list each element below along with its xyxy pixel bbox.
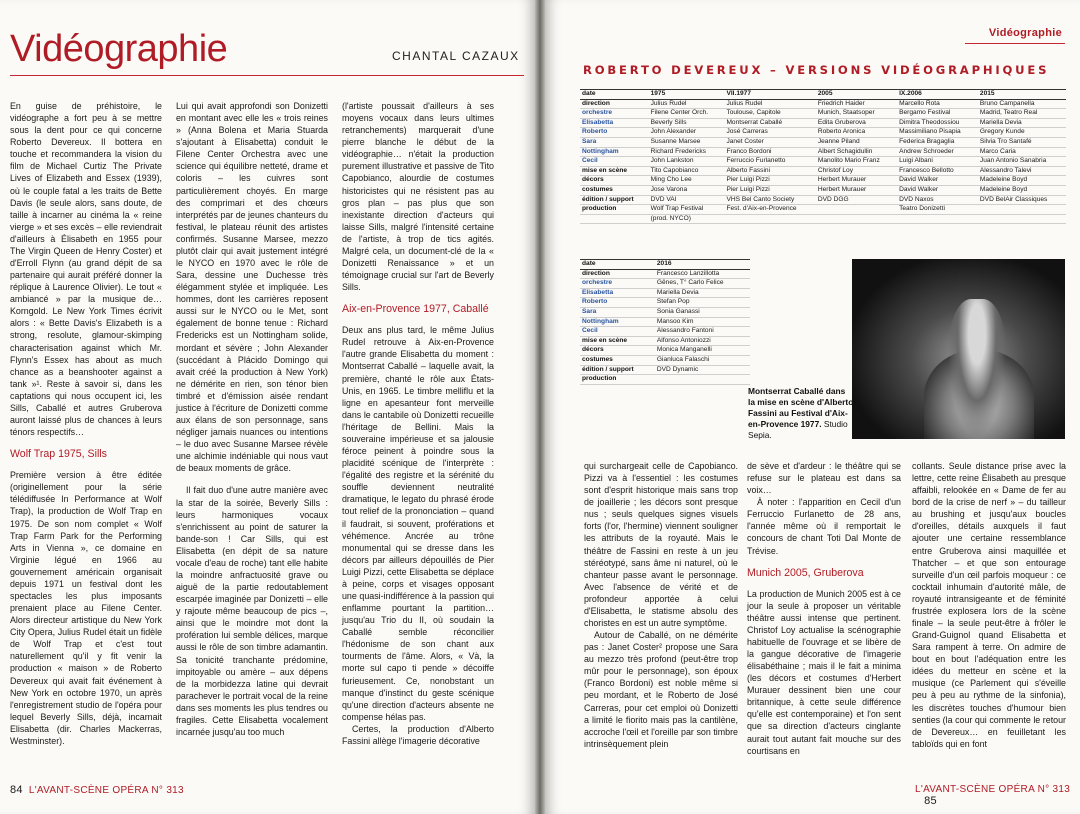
table-cell: 2016 [655, 260, 750, 270]
table-cell: Friedrich Haider [816, 99, 897, 109]
photo-caballe [852, 259, 1065, 439]
table-cell: Mariella Devia [655, 288, 750, 298]
paragraph: À noter : l'apparition en Cecil d'un Ferruccio Furlanetto de 28 ans, l'année même où il remportait le concours de chant Toti Dal Monte de Trévise. [747, 497, 901, 556]
table-cell: Gianluca Falaschi [655, 355, 750, 365]
column-2 [176, 100, 328, 768]
title-rule [10, 75, 524, 76]
table-cell: 1975 [649, 90, 725, 100]
table-cell: Juan Antonio Sanabria [978, 157, 1066, 167]
row-label: décors [580, 346, 655, 356]
table-cell: Madrid, Teatro Real [978, 109, 1066, 119]
row-label: costumes [580, 185, 649, 195]
row-label: orchestre [580, 279, 655, 289]
table-cell: Massimiliano Pisapia [897, 128, 978, 138]
heading-wolf-trap: Wolf Trap 1975, Sills [10, 448, 107, 461]
row-label: direction [580, 99, 649, 109]
table-cell: Madeleine Boyd [978, 185, 1066, 195]
table-cell: DVD BelAir Classiques [978, 195, 1066, 205]
magazine-name: L'AVANT-SCÈNE OPÉRA N° 313 [915, 784, 1071, 795]
table-cell: Julius Rudel [649, 99, 725, 109]
row-label: décors [580, 176, 649, 186]
table-cell: Ming Cho Lee [649, 176, 725, 186]
table-row [580, 118, 1066, 128]
table-cell: VII.1977 [724, 90, 815, 100]
row-label: production [580, 375, 655, 385]
table-row [580, 157, 1066, 167]
table-cell: Francesco Lanzillotta [655, 269, 750, 279]
table-cell: Bruno Campanella [978, 99, 1066, 109]
heading-aix: Aix-en-Provence 1977, Caballé [342, 303, 489, 316]
table-row [580, 137, 1066, 147]
table-row [580, 355, 750, 365]
caption-text: Montserrat Caballé dans la mise en scène d'Alberto Fassini au Festival d'Aix-en-Provence 1977. [748, 386, 854, 429]
table-cell: Stefan Pop [655, 298, 750, 308]
table-cell: DVD Dynamic [655, 365, 750, 375]
table-cell: Ferruccio Furlanetto [724, 157, 815, 167]
table-cell: Richard Fredericks [649, 147, 725, 157]
row-label: date [580, 260, 655, 270]
videography-table-2016 [580, 259, 750, 385]
table-cell: Albert Schagidullin [816, 147, 897, 157]
table-cell: DVD Naxos [897, 195, 978, 205]
table-cell: Marcello Rota [897, 99, 978, 109]
column-1 [584, 460, 738, 770]
paragraph: Deux ans plus tard, le même Julius Rudel retrouve à Aix-en-Provence l'autre grande Elisabetta du moment : Montserrat Caballé – laquelle avait, la première, chanté le rôle aux États-Unis, en 1965. Le timbre melliflu et la ligne en apesanteur font merveille dans le cantabile où Donizetti recueille l'héritage de Bellini. Mais la souveraine impérieuse et sa jalousie féroce peinent à poindre sous la placidité scénique de l'interprète : l'égalité des registre et la sérénité du souffle deviennent neutralité dramatique, le legato du phrasé érode tout relief de la prononciation – quand il faudrait, si souvent, proférations et véhémence. Ancrée au trône monumental qui se dresse dans les décors par ailleurs dépouillés de Pier Luigi Pizzi, cette Elisabetta se déplace à peine, corps et visages opposant une quasi-indifférence à la passion qui enflamme pourtant la partition… jusqu'au Trio du II, où soudain la Caballé semble réconcilier l'hédonisme de son chant aux tourments de l'âme. Alors, « Và, la morte sul capo ti pende » décoiffe furieusement. Ce, nonobstant un manque d'instinct du geste scénique qu'une direction d'acteurs absente ne compense hélas pas. [342, 325, 494, 722]
paragraph: collants. Seule distance prise avec la lettre, cette reine Élisabeth au presque affaibli, relookée en « Dame de fer au bord de la crise de nerf » – du tailleur au brushing et jusqu'aux boucles d'oreilles, détails auxquels il faut ajouter une certaine ressemblance entre Gruberova ainsi maquillée et Thatcher – et que son entourage surveille d'un œil parfois moqueur : ce cocktail inhumain d'autorité mâle, de royauté intransigeante et de féminité frustrée explosera lors de la scène finale – la seule peut-être à frôler le Grand-Guignol quand Elisabetta et Sara rampent à terre. On admire de bout en bout l'adéquation entre les idées du metteur en scène et la musique (ce Parlement qui s'éveille peu à peu au rythme de la sinfonia), les discrètes touches d'humour bien senties (la cour qui commente le retour de Devereux… en feuilletant les tabloïds qui en font [912, 461, 1066, 749]
table-cell: Bergamo Festival [897, 109, 978, 119]
table-row [580, 288, 750, 298]
table-cell: Teatro Donizetti [897, 205, 978, 215]
table-cell: Marco Caria [978, 147, 1066, 157]
table-cell: José Carreras [724, 128, 815, 138]
author: CHANTAL CAZAUX [392, 49, 520, 63]
table-cell: Edita Gruberova [816, 118, 897, 128]
row-label: édition / support [580, 365, 655, 375]
table-row [580, 279, 750, 289]
table-cell: John Alexander [649, 128, 725, 138]
row-label: édition / support [580, 195, 649, 205]
table-cell: Wolf Trap Festival [649, 205, 725, 215]
videography-table [580, 89, 1066, 224]
table-cell: Janet Coster [724, 137, 815, 147]
table-row [580, 128, 1066, 138]
table-cell [724, 214, 815, 224]
table-cell: David Walker [897, 185, 978, 195]
table-cell: Gregory Kunde [978, 128, 1066, 138]
intro-paragraph: En guise de préhistoire, le vidéographe a fort peu à se mettre sous la dent pour ce qui concerne Roberto Devereux. Il bottera en touche et recommandera la vision du film de Michael Curtiz The Private Lives of Elizabeth and Essex (1939), où le couple fatal a les traits de Bette Davis (le seule alors, sans doute, de taille à incarner au cinéma la « reine vierge » et ses excès – elle reviendrait d'ailleurs à Élisabeth en 1955 pour The Virgin Queen de Henry Coster) et d'Erroll Flynn (au grand dépit de sa partenaire qui aurait préféré donner la réplique à Laurence Olivier). Le tout « ambiancé » par la musique de… Korngold. Le New York Times écrivit alors : « Bette Davis's Elizabeth is a strong, resolute, glamour-skimping characterisation against which Mr. Flynn's Essex has about as much chance as a beanshooter against a tank »¹. Reste à savoir si, dans les captations qui nous occupent ici, les Sills, Caballé et autres Gruberova auront laissé plus de chances à leurs ténors respectifs… [10, 101, 162, 438]
table-cell: Beverly Sills [649, 118, 725, 128]
row-label: Nottingham [580, 147, 649, 157]
table-cell: Filene Center Orch. [649, 109, 725, 119]
table-cell: Luigi Albani [897, 157, 978, 167]
footer-right [915, 784, 1080, 807]
table-row [580, 336, 750, 346]
table-cell: Pier Luigi Pizzi [724, 185, 815, 195]
paragraph: La production de Munich 2005 est à ce jour la seule à proposer un véritable théâtre aussi intense que pertinent. Christof Loy actualise la scénographie habituelle de l'ouvrage et se libère de la gangue décorative de l'imagerie élisabéthaine ; mais il le fait a minima (les décors et costumes d'Herbert Murauer dessinent bien une cour britannique, à cette seule différence qu'elle est contemporaine) et l'on sent que sa direction d'acteurs cinglante aurait tout autant fait mouche sur des courtisans en [747, 588, 901, 756]
table-cell: 2005 [816, 90, 897, 100]
row-label [580, 214, 649, 224]
table-cell: Herbert Murauer [816, 185, 897, 195]
table-row [580, 365, 750, 375]
paragraph: qui surchargeait celle de Capobianco. Pizzi va à l'essentiel : les costumes sont d'esprit historique mais sans trop de joaillerie ; les décors sont presque nus ; seuls quelques signes visuels forts (l'or, l'hermine) viennent souligner les attributs de la royauté. Mais le théâtre de Fassini en reste à un jeu stéréotypé, sans âme ni naturel, où le chanteur passe avant le personnage. Avec l'absence de vérité et de profondeur apportée à celui d'Elisabetta, le statisme absolu des choristes en est un autre symptôme. [584, 461, 738, 629]
table-cell: (prod. NYCO) [649, 214, 725, 224]
table-cell: Jose Varona [649, 185, 725, 195]
table-row [580, 375, 750, 385]
table-row [580, 147, 1066, 157]
table-cell: Sonia Ganassi [655, 307, 750, 317]
caption-credit: Studio Sepia. [748, 419, 848, 440]
table-cell: John Lankston [649, 157, 725, 167]
table-cell: VHS Bel Canto Society [724, 195, 815, 205]
book-gutter [535, 0, 545, 814]
paragraph: (l'artiste poussait d'ailleurs à ses moyens vocaux dans leurs ultimes retranchements) marquerait d'une pierre blanche le début de la vidéographie… n'était la production purement illustrative et passive de Tito Capobianco, alourdie de costumes historicistes qui ne résistent pas au gros plan – pas plus que son inexistante direction d'acteurs qui laisse Sills, malgré l'intensité certaine de l'artiste, à trop de tics agités. Malgré cela, un document-clé de la « Donizetti Renaissance » et un témoignage crucial sur l'art de Beverly Sills. [342, 101, 494, 293]
table-row [580, 99, 1066, 109]
table-row [580, 327, 750, 337]
table-cell: Pier Luigi Pizzi [724, 176, 815, 186]
table-row [580, 205, 1066, 215]
section-rule [965, 43, 1065, 44]
row-label: Cecil [580, 327, 655, 337]
table-cell: Alessandro Fantoni [655, 327, 750, 337]
table-cell: 2015 [978, 90, 1066, 100]
table-cell [978, 214, 1066, 224]
table-cell: Tito Capobianco [649, 166, 725, 176]
table-row [580, 185, 1066, 195]
row-label: costumes [580, 355, 655, 365]
table-cell: Toulouse, Capitole [724, 109, 815, 119]
row-label: orchestre [580, 109, 649, 119]
footer-left [10, 784, 184, 796]
table-cell: Federica Bragaglia [897, 137, 978, 147]
photo-caption [748, 386, 854, 441]
table-cell: Montserrat Caballé [724, 118, 815, 128]
paragraph: de sève et d'ardeur : le théâtre qui se refuse sur le plateau est dans sa voix… [747, 461, 901, 496]
table-cell: Manolito Mario Franz [816, 157, 897, 167]
page-number: 85 [924, 795, 937, 807]
table-cell: IX.2006 [897, 90, 978, 100]
table-cell: Andrew Schroeder [897, 147, 978, 157]
table-cell [816, 214, 897, 224]
row-label: direction [580, 269, 655, 279]
table-cell: Dimitra Theodossiou [897, 118, 978, 128]
row-label: Cecil [580, 157, 649, 167]
table-cell: Mariella Devia [978, 118, 1066, 128]
table-cell [978, 205, 1066, 215]
page-number: 84 [10, 784, 23, 796]
row-label: Elisabetta [580, 288, 655, 298]
table-cell [816, 205, 897, 215]
left-page [0, 0, 535, 814]
table-cell: Susanne Marsee [649, 137, 725, 147]
paragraph: Il fait duo d'une autre manière avec la star de la soirée, Beverly Sills : leurs harmoniques vocaux s'enrichissent au point de saturer la bande-son ! Car Sills, qui est Elisabetta (en dépit de sa nature vocale d'eau de roche) tant elle habite la moindre anfractuosité grave ou aiguë de la partie redoutablement escarpée imaginée par Donizetti – elle y rajoute même beaucoup de pics –, ainsi que le moindre mot dont la profération lui semble délices, marque aussi le rôle de son timbre adamantin. Sa tonicité tranchante prédomine, impitoyable ou amère – aux dépens de la morbidezza latine qui devrait parachever le portrait vocal de la reine dans ses moments les plus tendres ou fragiles. Cette Elisabetta vocalement incarnée jusqu'au too much [176, 485, 328, 737]
table-cell: Christof Loy [816, 166, 897, 176]
row-label: Nottingham [580, 317, 655, 327]
page-title: Vidéographie [10, 28, 228, 70]
table-cell: Herbert Murauer [816, 176, 897, 186]
table-cell: Mansoo Kim [655, 317, 750, 327]
table-cell: Jeanne Piland [816, 137, 897, 147]
table-row [580, 176, 1066, 186]
row-label: Sara [580, 307, 655, 317]
row-label: Roberto [580, 128, 649, 138]
row-label: mise en scène [580, 166, 649, 176]
paragraph: Autour de Caballé, on ne démérite pas : Janet Coster² propose une Sara au mezzo très profond (peut-être trop mûr pour le personnage), son époux (Franco Bordoni) est noble même si peu mordant, et le Roberto de José Carreras, pour cet emploi où Donizetti a limité le fiorito mais pas la cantilène, accroche l'œil et l'oreille par son timbre intrinsèquement plein [584, 630, 738, 749]
column-1 [10, 100, 162, 768]
table-cell: DVD VAI [649, 195, 725, 205]
paragraph: Première version à être éditée (originellement pour la série télédiffusée In Performance at Wolf Trap), la production de Wolf Trap en 1975. De son nom complet « Wolf Trap Farm Park for the Performing Arts in Vienna », ce domaine en Virginie légué en 1966 au gouvernement américain organisait depuis 1971 un festival dont les spectacles les plus imposants prenaient place au Filene Center. Alors directeur artistique du New York City Opera, Julius Rudel était un fidèle de Wolf Trap et c'est tout naturellement qu'il y fit venir la production « maison » de Roberto Devereux qui avait fait événement à New York en octobre 1970, un après l'enregistrement studio de l'opéra pour lequel Beverly Sills, déjà, incarnait Elisabetta (dir. Charles Mackerras, Westminster). [10, 470, 162, 746]
column-2 [747, 460, 901, 770]
table-cell: David Walker [897, 176, 978, 186]
column-3 [912, 460, 1066, 770]
row-label: Elisabetta [580, 118, 649, 128]
heading-munich: Munich 2005, Gruberova [747, 566, 864, 579]
paragraph: Lui qui avait approfondi son Donizetti en montant avec elle les « trois reines » (Anna Bolena et Maria Stuarda s'ajoutant à Elisabetta) conduit le Filene Center Orchestra avec une science qui équilibre netteté, drame et coloris – les cuivres sont particulièrement choyés. En marge des comprimari et des chœurs interprétés par de jeunes chanteurs du festival, le plateau réunit des artistes confirmés. Susanne Marsee, mezzo plutôt clair qui avait justement intégré le NYCO en 1970 avec le rôle de Sara, dessine une Duchesse très élégamment stylée et impliquée. Les hommes, dont les carrières reposent aussi sur le NYCO ou le Met, sont également de bonne tenue : Richard Fredericks est un Nottingham solide, mordant et sévère ; John Alexander (succédant à Plácido Domingo qui avait créé la production à New York) ne démérite en rien, son ténor bien timbré et d'émission aisée rendant justice à l'écriture de Donizetti comme aux élans de son personnage, sans négliger jamais nuances ou intentions – le duo avec Susanne Marsee révèle une alchimie indéniable qui nous vaut de beaux moments de grâce. [176, 101, 328, 474]
row-label: mise en scène [580, 336, 655, 346]
table-cell: Franco Bordoni [724, 147, 815, 157]
table-row [580, 166, 1066, 176]
table-cell: Alfonso Antoniozzi [655, 336, 750, 346]
table-heading: ROBERTO DEVEREUX – VERSIONS VIDÉOGRAPHIQUES [583, 63, 1050, 77]
table-row [580, 195, 1066, 205]
table-cell [655, 375, 750, 385]
table-row [580, 346, 750, 356]
row-label: Sara [580, 137, 649, 147]
table-cell: Fest. d'Aix-en-Provence [724, 205, 815, 215]
table-row [580, 298, 750, 308]
row-label: Roberto [580, 298, 655, 308]
table-cell: DVD DGG [816, 195, 897, 205]
table-cell: Munich, Staatsoper [816, 109, 897, 119]
table-row [580, 109, 1066, 119]
section-label: Vidéographie [988, 27, 1062, 39]
table-row [580, 260, 750, 270]
table-row [580, 90, 1066, 100]
row-label: date [580, 90, 649, 100]
table-row [580, 214, 1066, 224]
table-cell: Alessandro Talevi [978, 166, 1066, 176]
column-3 [342, 100, 494, 768]
paragraph: Certes, la production d'Alberto Fassini allège l'imagerie décorative [342, 723, 494, 746]
table-cell: Julius Rudel [724, 99, 815, 109]
table-cell: Roberto Aronica [816, 128, 897, 138]
table-cell [897, 214, 978, 224]
row-label: production [580, 205, 649, 215]
table-row [580, 317, 750, 327]
table-row [580, 307, 750, 317]
magazine-name: L'AVANT-SCÈNE OPÉRA N° 313 [28, 785, 184, 796]
table-cell: Alberto Fassini [724, 166, 815, 176]
table-cell: Gênes, T° Carlo Felice [655, 279, 750, 289]
table-cell: Francesco Bellotto [897, 166, 978, 176]
table-cell: Silvia Tro Santafé [978, 137, 1066, 147]
table-cell: Monica Manganelli [655, 346, 750, 356]
table-row [580, 269, 750, 279]
table-cell: Madeleine Boyd [978, 176, 1066, 186]
